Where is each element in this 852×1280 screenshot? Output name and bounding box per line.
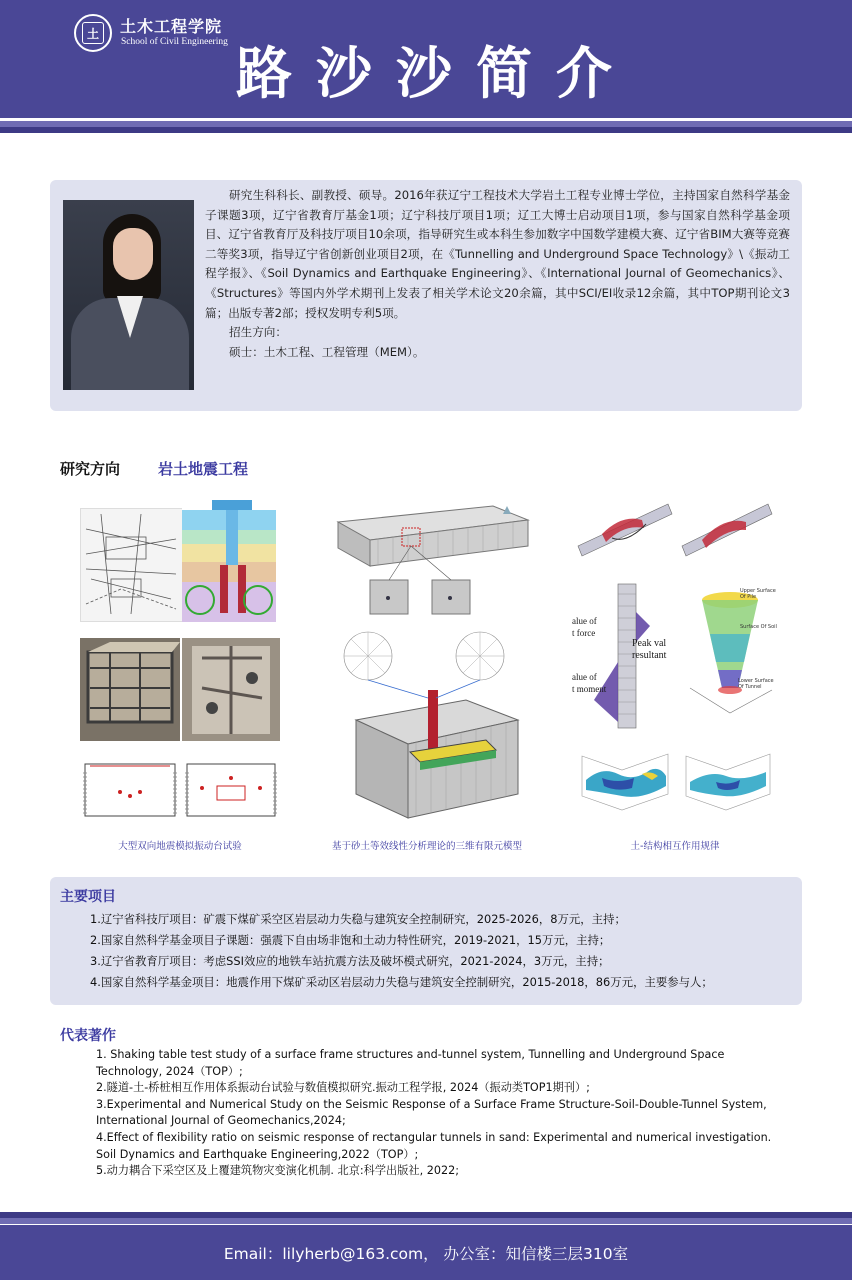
surface-soil-label: Surface Of Soil bbox=[740, 624, 777, 630]
shaking-table-photo-1 bbox=[80, 638, 180, 741]
list-item: 3.Experimental and Numerical Study on the Seismic Response of a Surface Frame Structure-Soil-Double-Tunnel System, International Journal of Geomechanics,2024; bbox=[96, 1097, 767, 1128]
list-item: 4.Effect of flexibility ratio on seismic response of rectangular tunnels in sand: Experimental and numerical investigation. Soil Dynamics and Earthquake Engineering,2022（TOP）; bbox=[96, 1130, 772, 1161]
list-item: 3.辽宁省教育厅项目：考虑SSI效应的地铁车站抗震方法及破坏模式研究，2021-2024，3万元，主持； bbox=[90, 954, 610, 968]
peak-val-label: Peak val bbox=[632, 638, 667, 649]
school-name-en: School of Civil Engineering bbox=[121, 37, 228, 47]
projects-list bbox=[90, 909, 713, 993]
list-item: 4.国家自然科学基金项目：地震作用下煤矿采动区岩层动力失稳与建筑安全控制研究，2015-2018，86万元，主要参与人； bbox=[90, 975, 713, 989]
sensor-layout-figure-2 bbox=[182, 758, 280, 820]
fem-model-figure bbox=[308, 494, 534, 626]
soil-profile-figure bbox=[182, 500, 276, 622]
list-item: 1. Shaking table test study of a surface frame structures and-tunnel system, Tunnelling and Underground Space Technology, 2024（TOP）; bbox=[96, 1048, 725, 1078]
pile-force-figure bbox=[572, 582, 676, 730]
value-of-label-1: alue of bbox=[572, 616, 597, 626]
value-of-label-2: alue of bbox=[572, 672, 597, 682]
sensor-layout-figure-1 bbox=[80, 758, 180, 820]
contact-info: Email：lilyherb@163.com， 办公室：知信楼三层310室 bbox=[223, 1244, 629, 1263]
research-value: 岩土地震工程 bbox=[158, 460, 249, 478]
caption-shaking-table: 大型双向地震模拟振动台试验 bbox=[118, 841, 242, 852]
moment-label: t moment bbox=[572, 684, 607, 694]
upper-surface-label: Upper Surface Of Pile bbox=[740, 588, 776, 600]
tunnel-force-figure-1 bbox=[572, 494, 676, 564]
header-stripe-dark bbox=[0, 127, 852, 133]
surface-plot-2 bbox=[676, 740, 776, 820]
surface-plot-1 bbox=[572, 740, 676, 820]
site-map-figure bbox=[80, 508, 184, 622]
list-item: 2.隧道-土-桥桩相互作用体系振动台试验与数值模拟研究.振动工程学报, 2024（振动类TOP1期刊）; bbox=[96, 1081, 590, 1095]
enroll-label: 招生方向： bbox=[229, 325, 287, 340]
list-item: 5.动力耦合下采空区及上覆建筑物灾变演化机制. 北京:科学出版社, 2022; bbox=[96, 1164, 459, 1178]
bio-paragraph: 研究生科科长、副教授、硕导。2016年获辽宁工程技术大学岩土工程专业博士学位，主持国家自然科学基金子课题3项，辽宁省教育厅基金1项；辽宁科技厅项目1项；辽工大博士启动项目1项，参与国家自然科学基金项目、辽宁省教育厅及科技厅项目10余项，指导研究生或本科生参加数字中国数学建模大赛、辽宁省BIM大赛等竞赛二等奖3项，指导辽宁省创新创业项目2项，在《Tunnelling and Underground Space Technology》\《振动工程学报》、《Soil Dynamics and Earthquake Engineering》、《International Journal of Geomechanics》、《Structures》等国内外学术期刊上发表了相关学术论文20余篇，其中SCI/EI收录12余篇，其中TOP期刊论文3篇；出版专著2部；授权发明专利5项。 bbox=[205, 188, 790, 320]
caption-ssi-law: 土-结构相互作用规律 bbox=[630, 841, 720, 852]
force-label: t force bbox=[572, 628, 596, 638]
ssi-model-figure bbox=[336, 628, 528, 828]
footer-bar bbox=[0, 1225, 852, 1280]
lower-surface-label: Lower Surface Of Tunnel bbox=[738, 678, 774, 690]
list-item: 1.辽宁省科技厅项目：矿震下煤矿采空区岩层动力失稳与建筑安全控制研究，2025-2026，8万元，主持； bbox=[90, 912, 626, 926]
enroll-value: 硕士：土木工程、工程管理（MEM）。 bbox=[229, 344, 425, 359]
school-logo-icon: 土 bbox=[74, 14, 112, 52]
pile-3d-plot-figure bbox=[680, 578, 780, 728]
tunnel-force-figure-2 bbox=[676, 494, 776, 564]
school-name-cn: 土木工程学院 bbox=[120, 17, 223, 36]
caption-fem-model: 基于砂土等效线性分析理论的三维有限元模型 bbox=[331, 841, 522, 852]
portrait-photo bbox=[63, 200, 194, 390]
publications-list bbox=[96, 1047, 792, 1180]
bio-text bbox=[205, 186, 790, 362]
projects-title: 主要项目 bbox=[60, 889, 116, 905]
list-item: 2.国家自然科学基金项目子课题：强震下自由场非饱和土动力特性研究，2019-2021，15万元，主持； bbox=[90, 933, 611, 947]
research-label: 研究方向 bbox=[60, 460, 121, 478]
resultant-label: resultant bbox=[632, 650, 667, 661]
shaking-table-photo-2 bbox=[182, 638, 280, 741]
footer-stripe bbox=[0, 1218, 852, 1224]
publications-title: 代表著作 bbox=[60, 1028, 116, 1044]
page-title: 路沙沙简介 bbox=[236, 41, 636, 107]
